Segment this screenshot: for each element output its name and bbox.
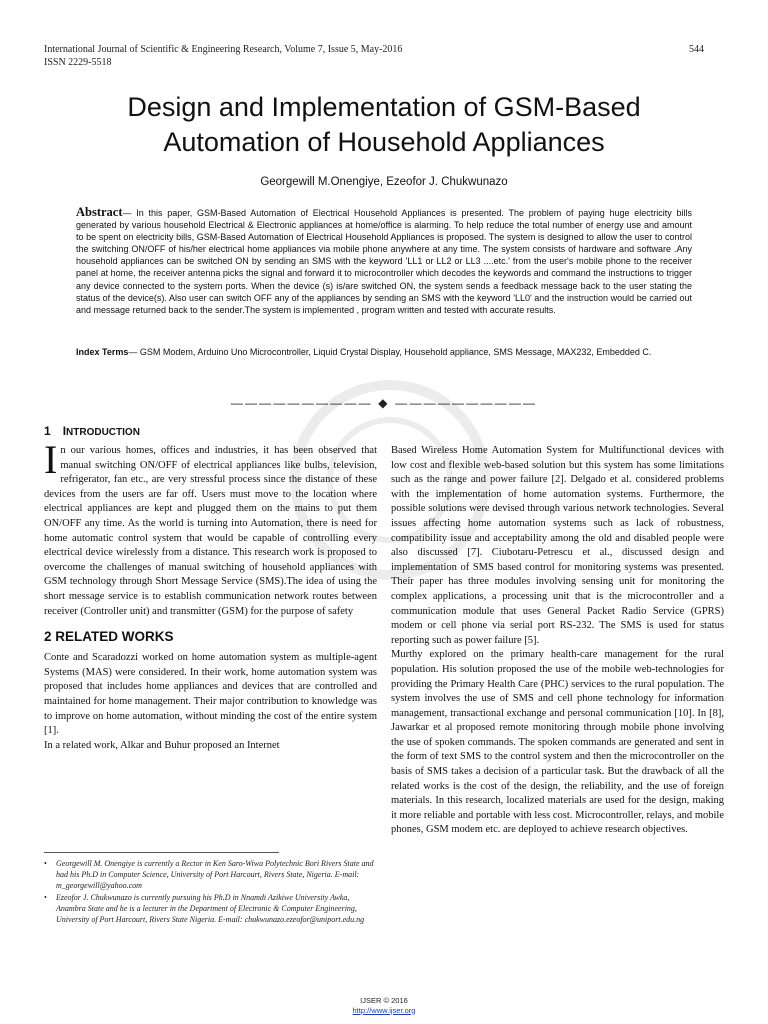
introduction-paragraph [44, 437, 377, 619]
abstract-text: — In this paper, GSM-Based Automation of Electrical Household Appliances is presented. The problem of paying huge electricity bills generated by various household Electrical & Electronic appliances at home/office is alarming. To help reduce the total number of energy use and amount to be spent on electricity bills, GSM-Based Automation of Electrical Household Appliances is proposed. The system is designed to allow the user to control the switching ON/OFF of his/her electrical home appliances via mobile phone anywhere at any time. The system consists of hardware and software .Any household appliances can be switched ON by sending an SMS with the keyword 'LL1 or LL2 or LL3 ....etc.' from the user's mobile phone to the receiver panel at home, the receiver antenna picks the signal and forward it to microcontroller which decodes the keywords and command the instructions to trigger any device connected to the system ports. When the device (s) is/are switched ON, the system sends a feedback message back to the user stating the status of the device(s). Also user can switch OFF any of the appliances by sending an SMS with the keyword 'LL0' and the instruction would be carried out and message returned back to the sender.The system is implemented , program written and tested with accurate results. [76, 208, 692, 315]
introduction-heading [44, 424, 377, 444]
drop-cap: I [44, 437, 58, 482]
footnote-bullet: • [44, 892, 47, 902]
abstract-label: Abstract [76, 205, 123, 219]
footer-copyright: IJSER © 2016 [360, 996, 408, 1005]
footer-url-link[interactable]: http://www.ijser.org [352, 1005, 416, 1015]
right-column [391, 444, 724, 838]
left-column [44, 424, 377, 753]
footnote-item [44, 892, 374, 926]
footnote-bullet: • [44, 859, 47, 868]
introduction-text: n our various homes, offices and industries, it has been observed that manual switching ON/OFF of electrical appliances like bulbs, television, refrigerator, fan etc., are very stressful process since the distance of these devices from the users are far off. Users must move to the location where electrical appliances are kept and plugged them on the mains to put them ON/OFF any time. As the world is turning into Automation, there is need for home automatic control system that would be capable of controlling every electrical device wirelessly from a distance. This research work is proposed to overcome the challenges of manual switching of household appliances with GSM technology through Short Message Service (SMS).The idea of using the short message service is to establish communication network routes between receiver (Controller unit) and transmitter (GSM) for the purpose of safety [44, 445, 377, 617]
author-list: Georgewill M.Onengiye, Ezeofor J. Chukwunazo [260, 176, 508, 188]
related-works-paragraph-2: In a related work, Alkar and Buhur proposed an Internet [44, 739, 280, 751]
title-line-1: Design and Implementation of GSM-Based [127, 92, 641, 122]
index-terms [76, 346, 692, 359]
author-footnotes [44, 858, 374, 925]
journal-citation: International Journal of Scientific & Engineering Research, Volume 7, Issue 5, May-2016 [44, 44, 403, 55]
index-terms-label: Index Terms [76, 347, 129, 357]
page-footer [0, 996, 768, 1015]
page-number: 544 [689, 44, 704, 55]
introduction-number: 1 [44, 424, 51, 438]
footnote-text: Georgewill M. Onengiye is currently a Rector in Ken Saro-Wiwa Polytechnic Bori Rivers State and had his Ph.D in Computer Science, University of Port Harcourt, Rivers State, Nigeria. E-mail: m_georgewill@yahoo.com [56, 859, 374, 891]
paper-title [40, 90, 728, 160]
index-terms-text: — GSM Modem, Arduino Uno Microcontroller, Liquid Crystal Display, Household appliance, SMS Message, MAX232, Embedded C. [128, 347, 652, 357]
related-works-heading: 2 RELATED WORKS [44, 629, 174, 645]
journal-issn: ISSN 2229-5518 [44, 57, 112, 68]
footnote-item [44, 858, 374, 892]
journal-header [44, 43, 704, 69]
introduction-title-rest: NTRODUCTION [66, 427, 140, 438]
footnote-text: Ezeofor J. Chukwunazo is currently pursuing his Ph.D in Nnamdi Azikiwe University Awka, Anambra State and he is a lecturer in the Department of Electronic & Computer Engineering, University of Port Harcourt, Rivers State Nigeria. E-mail: chukwunazo.ezeofor@uniport.edu.ng [56, 892, 365, 925]
introduction-title-initial: I [62, 424, 67, 438]
section-separator: —————————— ◆ —————————— [230, 396, 538, 410]
right-column-paragraph-1: Based Wireless Home Automation System for Multifunctional devices with low cost and flexible web-based solution but this system has some limitations such as the range and power failure [2]. Delgado et al. considered problems with the implementation of home automation systems. Furthermore, the possible solutions were devised through various network technologies. Several issues affecting home automation systems such as lack of robustness, compatibility issue and acceptability among the old and disabled people were also discussed [7]. Ciubotaru-Petrescu et al., discussed design and implementation of SMS based control for monitoring systems was presented. Their paper has three modules involving sensing unit for monitoring the complex applications, a processing unit that is the microcontroller and a communication module that uses General Packet Radio Service (GPRS) modem or cell phone via serial port RS-232. The SMS is used for status reporting such as power failure [5]. [391, 445, 724, 646]
title-line-2: Automation of Household Appliances [163, 127, 605, 157]
footnote-rule [44, 852, 279, 853]
right-column-paragraph-2: Murthy explored on the primary health-care management for the rural population. His solution proposed the use of the mobile web-technologies for providing the Primary Health Care (PHC) services to the rural population. The system involves the use of SMS and cell phone technology for information management, transactional exchange and personal communication [10]. In [8], Jawarkar et al proposed remote monitoring through mobile phone involving the use of spoken commands. The spoken commands are generated and sent in the form of text SMS to the control system and then the microcontroller on the basis of SMS takes a decision of a particular task. But the drawback of all the related works is the cost of the design, the reliability, and the use of foreign materials. In this research, localized materials are used for the design, making it more reliable and portable with less cost. Microcontroller, relays, and mobile phones, GSM modem etc. are deployed to achieve research objectives. [391, 649, 724, 836]
related-works-paragraph-1: Conte and Scaradozzi worked on home automation system as multiple-agent Systems (MAS) were considered. In their work, home automation system was proposed that includes home appliances and devices that are controlled and maintained for home management. Their major contribution to knowledge was to improve on home automation, without minding the cost of the entire system [1]. [44, 652, 377, 737]
abstract [76, 206, 692, 316]
